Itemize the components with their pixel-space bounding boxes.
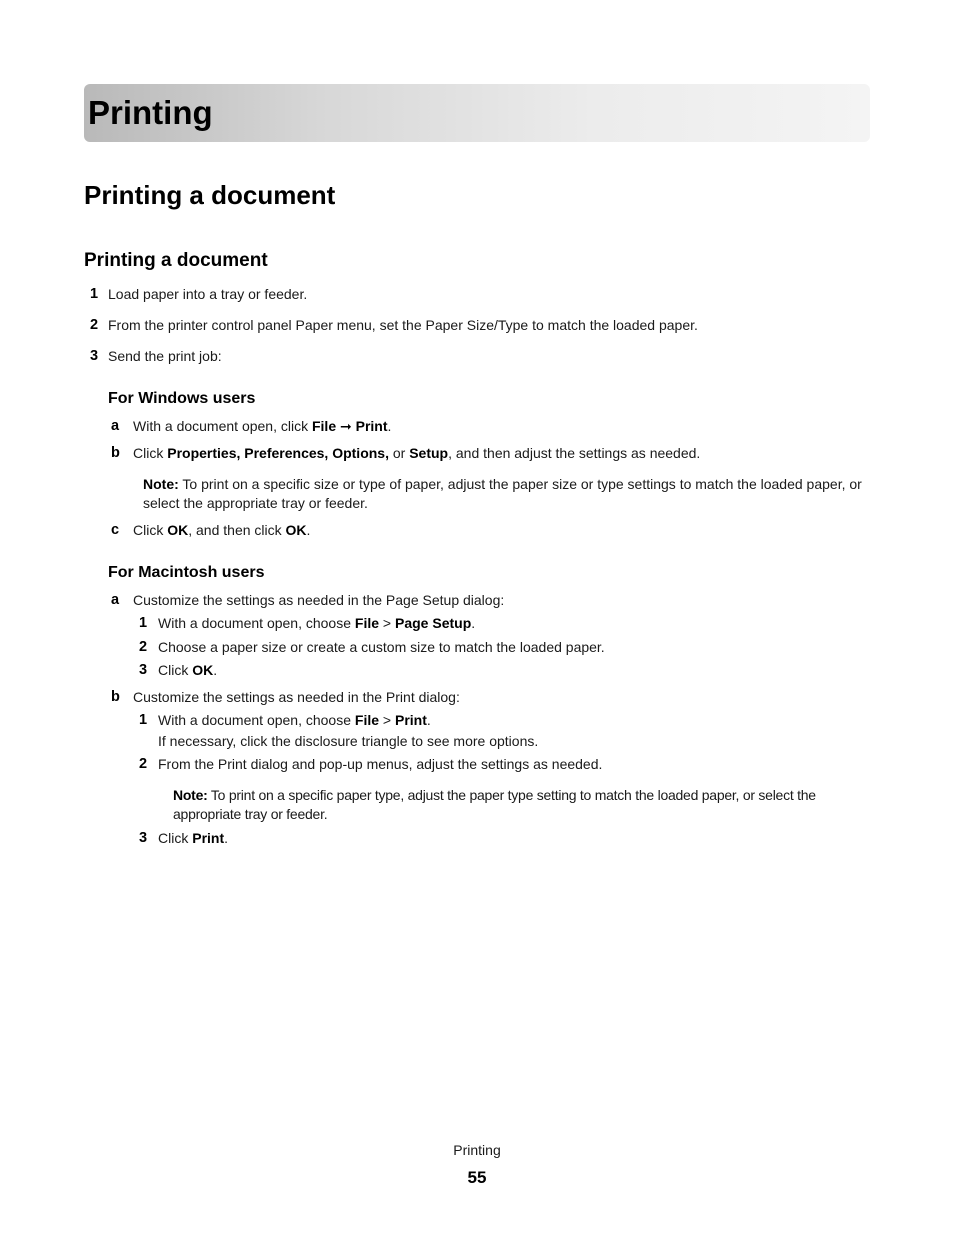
windows-note: Note: To print on a specific size or type of paper, adjust the paper size or type settings to match the loaded paper, or select the appropriate tray or feeder. xyxy=(143,476,862,511)
chapter-title: Printing xyxy=(88,94,213,131)
step-marker: 2 xyxy=(90,317,99,333)
substep-marker: a xyxy=(111,418,120,434)
arrow-icon: ➞ xyxy=(340,418,352,434)
mac-a-step-1: With a document open, choose File > Page Setup. xyxy=(158,615,476,631)
footer-chapter-label: Printing xyxy=(453,1142,501,1158)
mac-b-step-1: With a document open, choose File > Print. xyxy=(158,712,431,728)
windows-step-a: With a document open, click File ➞ Print. xyxy=(133,418,392,434)
nested-step-marker: 1 xyxy=(139,712,148,728)
step-marker: 1 xyxy=(90,286,99,302)
nested-step-marker: 1 xyxy=(139,615,148,631)
mac-b-step-3: Click Print. xyxy=(158,830,229,846)
windows-step-c: Click OK, and then click OK. xyxy=(133,522,311,538)
mac-b-step-1-detail: If necessary, click the disclosure triangle to see more options. xyxy=(158,733,539,749)
step-text: From the printer control panel Paper menu, set the Paper Size/Type to match the loaded paper. xyxy=(108,317,698,333)
mac-step-a: Customize the settings as needed in the Page Setup dialog: xyxy=(133,592,505,608)
step-text: Send the print job: xyxy=(108,348,222,364)
substep-marker: c xyxy=(111,522,120,538)
page-number: 55 xyxy=(467,1168,487,1187)
section-title: Printing a document xyxy=(84,180,336,210)
nested-step-marker: 3 xyxy=(139,662,148,678)
mac-b-step-2: From the Print dialog and pop-up menus, adjust the settings as needed. xyxy=(158,756,603,772)
mac-a-step-3: Click OK. xyxy=(158,662,218,678)
subsection-title: Printing a document xyxy=(84,250,268,271)
substep-marker: b xyxy=(111,445,120,461)
step-marker: 3 xyxy=(90,348,99,364)
chapter-banner xyxy=(84,84,870,142)
substep-marker: a xyxy=(111,592,120,608)
step-text: Load paper into a tray or feeder. xyxy=(108,286,308,302)
windows-heading: For Windows users xyxy=(108,390,256,407)
mac-a-step-2: Choose a paper size or create a custom size to match the loaded paper. xyxy=(158,639,605,655)
nested-step-marker: 2 xyxy=(139,639,148,655)
windows-step-b: Click Properties, Preferences, Options, or Setup, and then adjust the settings as needed. xyxy=(133,445,701,461)
mac-heading: For Macintosh users xyxy=(108,564,265,581)
mac-note: Note: To print on a specific paper type, adjust the paper type setting to match the loaded paper, or select the appropriate tray or feeder. xyxy=(173,787,816,822)
nested-step-marker: 3 xyxy=(139,830,148,846)
mac-step-b: Customize the settings as needed in the Print dialog: xyxy=(133,689,460,705)
nested-step-marker: 2 xyxy=(139,756,148,772)
substep-marker: b xyxy=(111,689,120,705)
